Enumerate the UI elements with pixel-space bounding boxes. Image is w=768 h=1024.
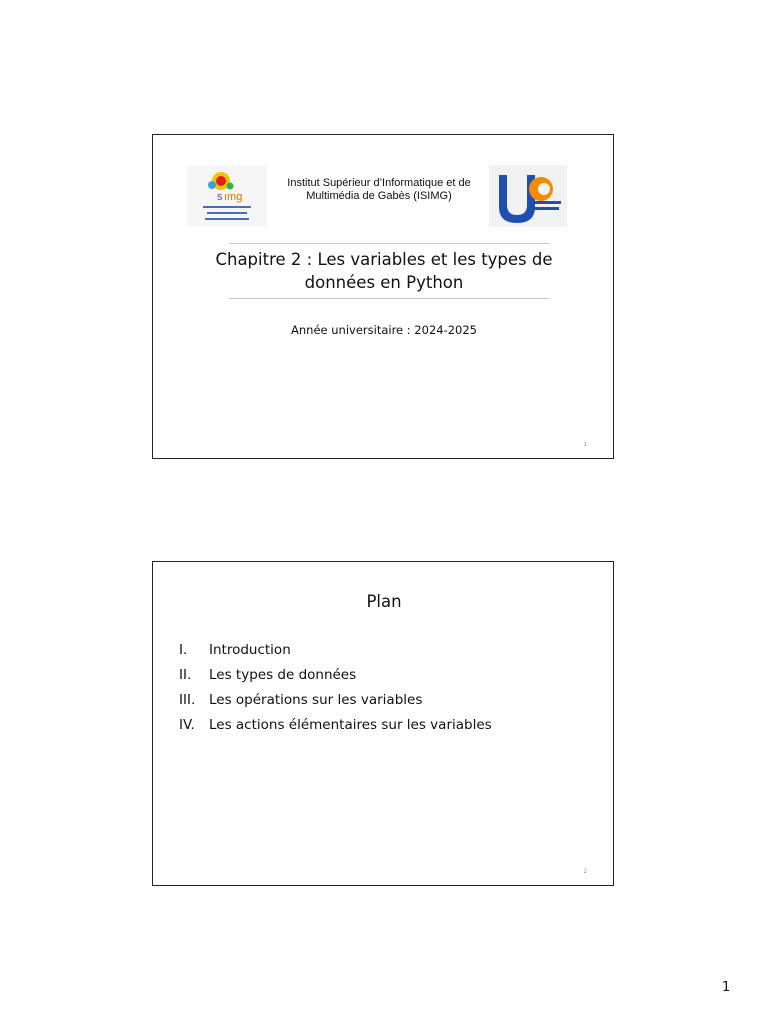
academic-year: Année universitaire : 2024-2025 xyxy=(291,323,477,337)
isimg-logo xyxy=(187,165,267,227)
slide-2 xyxy=(152,561,614,886)
plan-item-label: Les opérations sur les variables xyxy=(209,692,423,708)
plan-item xyxy=(179,690,492,715)
slide-number: 2 xyxy=(583,869,587,875)
plan-item-label: Les types de données xyxy=(209,667,357,683)
title-rule-top xyxy=(229,243,549,244)
plan-item xyxy=(179,715,492,740)
plan-item-label: Les actions élémentaires sur les variables xyxy=(209,717,492,733)
plan-item-number: IV. xyxy=(179,717,195,733)
plan-item-label: Introduction xyxy=(209,642,291,658)
page-number: 1 xyxy=(722,980,731,995)
plan-item-number: II. xyxy=(179,667,192,683)
chapter-title: Chapitre 2 : Les variables et les types de données en Python xyxy=(215,250,553,292)
plan-list xyxy=(179,640,492,740)
svg-text:ımg: ımg xyxy=(224,191,243,203)
plan-item xyxy=(179,640,492,665)
plan-title: Plan xyxy=(366,592,402,611)
slide-1 xyxy=(152,134,614,459)
title-rule-bottom xyxy=(229,298,549,299)
slide-number: 1 xyxy=(583,442,587,448)
institute-name: Institut Supérieur d’Informatique et de Multimédia de Gabès (ISIMG) xyxy=(287,177,471,202)
plan-item xyxy=(179,665,492,690)
svg-text:s: s xyxy=(217,191,223,203)
university-gabes-logo xyxy=(489,165,567,227)
plan-item-number: III. xyxy=(179,692,196,708)
plan-item-number: I. xyxy=(179,642,188,658)
